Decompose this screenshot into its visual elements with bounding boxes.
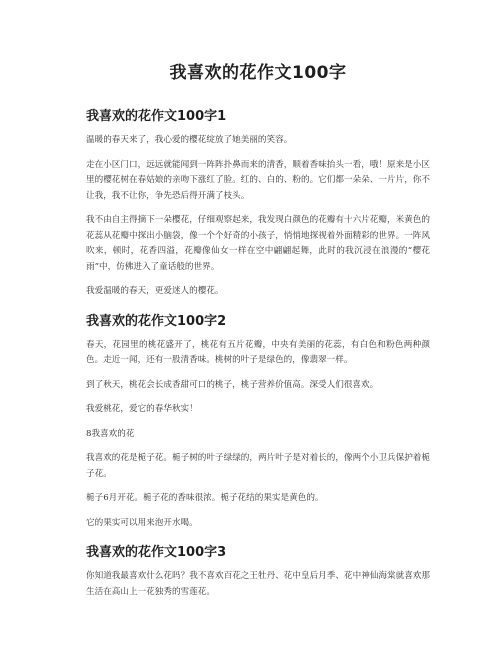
section-heading: 我喜欢的花作文100字1: [86, 109, 227, 124]
paragraph: 春天，花园里的桃花盛开了，桃花有五片花瓣，中央有美丽的花蕊，有白色和粉色两种颜色。走近一闻，还有一股清香味。桃树的叶子是绿色的，像翡翠一样。: [86, 339, 430, 365]
paragraph: 走在小区门口，远远就能闻到一阵阵扑鼻而来的清香，顺着香味抬头一看，哦！原来是小区里的樱花树在春姑娘的亲吻下涨红了脸。红的、白的、粉的。它们都一朵朵、一片片，你不让我，我不让你，争先恐后得开满了枝头。: [86, 159, 430, 201]
paragraph: 温暖的春天来了，我心爱的樱花绽放了她美丽的笑容。: [86, 135, 293, 145]
section-heading: 我喜欢的花作文100字2: [86, 313, 227, 329]
essay-section-2: [86, 310, 430, 532]
paragraph: 栀子6月开花。栀子花的香味很浓。栀子花结的果实是黄色的。: [86, 493, 324, 503]
paragraph: 我不由自主得摘下一朵樱花，仔细观察起来，我发现白颜色的花瓣有十六片花瓣，米黄色的花蕊从花瓣中探出小脑袋，像一个个好奇的小孩子，悄悄地探视着外面精彩的世界。一阵风吹来，顿时，花香四溢，花瓣像仙女一样在空中翩翩起舞，此时的我沉浸在浪漫的“樱花雨”中，仿佛进入了童话般的世界。: [86, 215, 430, 272]
paragraph: 你知道我最喜欢什么花吗？我不喜欢百花之王牡丹、花中皇后月季、花中神仙海棠就喜欢那生活在高山上一花独秀的雪莲花。: [86, 571, 430, 597]
section-heading: 我喜欢的花作文100字3: [86, 545, 227, 560]
document-title: 我喜欢的花作文100字: [169, 63, 347, 83]
paragraph: 8我喜欢的花: [86, 428, 135, 439]
paragraph: 我爱温暖的春天，更爱迷人的樱花。: [86, 286, 224, 296]
paragraph: 到了秋天，桃花会长成香甜可口的桃子，桃子营养价值高。深受人们很喜欢。: [86, 379, 379, 390]
paragraph: 我喜欢的花是栀子花。栀子树的叶子绿绿的，两片叶子是对着长的，像两个小卫兵保护着栀子花。: [86, 453, 430, 479]
essay-section-1: [86, 105, 430, 300]
essay-section-3: [86, 541, 430, 600]
paragraph: 我爱桃花，爱它的春华秋实！: [86, 404, 198, 414]
paragraph: 它的果实可以用来泡开水喝。: [86, 517, 198, 528]
